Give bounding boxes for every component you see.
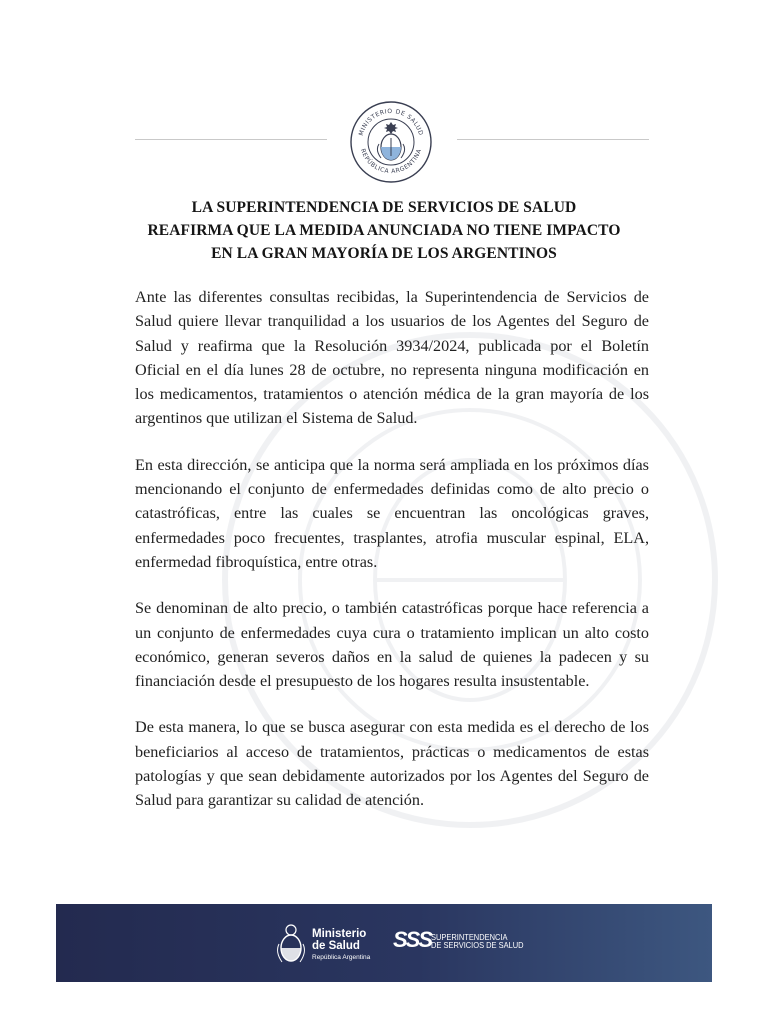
- paragraph: En esta dirección, se anticipa que la norma será ampliada en los próximos días mencionando el conjunto de enfermedades definidas como de alto precio o catastróficas, entre las cuales se encuentran las oncológicas graves, enfermedades poco frecuentes, trasplantes, atrofia muscular espinal, ELA, enfermedad fibroquística, entre otras.: [135, 455, 649, 571]
- paragraph: Se denominan de alto precio, o también catastróficas porque hace referencia a un conjunto de enfermedades cuya cura o tratamiento implican un alto costo económico, generan severos daños en la salud de quienes la padecen y su financiación desde el presupuesto de los hogares resulta insustentable.: [135, 599, 649, 691]
- footer-banner: [56, 904, 712, 982]
- ministerio-subtitle: República Argentina: [312, 954, 371, 961]
- seal-top-text: MINISTERIO DE SALUD: [357, 107, 425, 137]
- title-line: LA SUPERINTENDENCIA DE SERVICIOS DE SALUD: [191, 199, 577, 216]
- sss-logo: SSS: [393, 927, 432, 952]
- header-rule-right: [457, 139, 649, 140]
- ministerio-shield-icon: [274, 922, 308, 966]
- ministerio-salud-seal: [349, 100, 433, 184]
- ministerio-line2: de Salud: [312, 940, 360, 952]
- ministerio-name: [312, 928, 366, 952]
- document-body: [135, 285, 649, 835]
- seal-bottom-text: REPÚBLICA ARGENTINA: [358, 147, 424, 176]
- title-line: EN LA GRAN MAYORÍA DE LOS ARGENTINOS: [211, 245, 557, 262]
- sss-name-line1: SUPERINTENDENCIA: [431, 932, 508, 942]
- paragraph: Ante las diferentes consultas recibidas, la Superintendencia de Servicios de Salud quiere llevar tranquilidad a los usuarios de los Agentes del Seguro de Salud y reafirma que la Resolución 3934/2024, publicada por el Boletín Oficial en el día lunes 28 de octubre, no representa ninguna modificación en los medicamentos, tratamientos o atención médica de la gran mayoría de los argentinos que utilizan el Sistema de Salud.: [135, 288, 649, 428]
- paragraph: De esta manera, lo que se busca asegurar con esta medida es el derecho de los beneficiarios al acceso de tratamientos, prácticas o medicamentos de estas patologías y que sean debidamente autorizados por los Agentes del Seguro de Salud para garantizar su calidad de atención.: [135, 718, 649, 810]
- sss-name-line2: DE SERVICIOS DE SALUD: [431, 940, 524, 950]
- title-line: REAFIRMA QUE LA MEDIDA ANUNCIADA NO TIENE IMPACTO: [147, 222, 621, 239]
- document-title: [80, 196, 688, 265]
- ministerio-line1: Ministerio: [312, 928, 367, 940]
- header-rule-left: [135, 139, 327, 140]
